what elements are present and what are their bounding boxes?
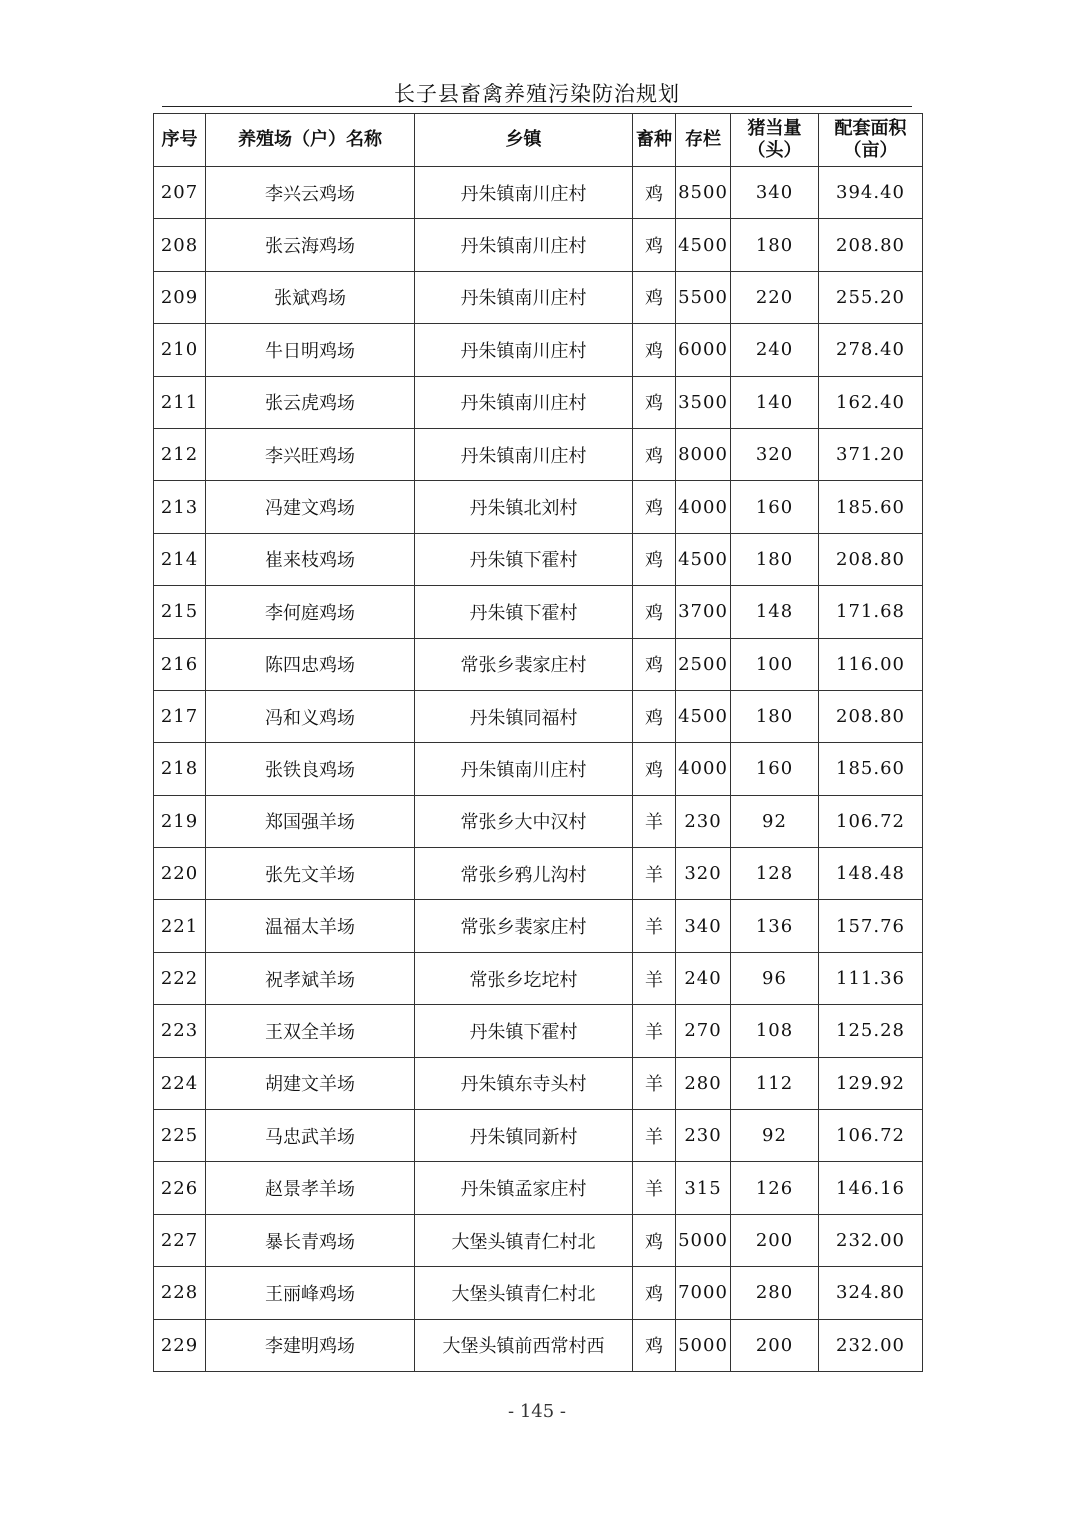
cell-index: 222 bbox=[154, 952, 206, 1004]
cell-land-area: 324.80 bbox=[819, 1267, 923, 1319]
column-header-farm-name: 养殖场（户）名称 bbox=[206, 114, 415, 167]
cell-stock: 340 bbox=[676, 900, 731, 952]
cell-town: 丹朱镇下霍村 bbox=[415, 1005, 633, 1057]
cell-index: 218 bbox=[154, 743, 206, 795]
column-header-town: 乡镇 bbox=[415, 114, 633, 167]
cell-stock: 5500 bbox=[676, 271, 731, 323]
cell-pig-equivalent: 160 bbox=[731, 481, 819, 533]
cell-stock: 230 bbox=[676, 1110, 731, 1162]
cell-stock: 4500 bbox=[676, 690, 731, 742]
cell-town: 丹朱镇同新村 bbox=[415, 1110, 633, 1162]
cell-stock: 3700 bbox=[676, 586, 731, 638]
cell-livestock-type: 羊 bbox=[633, 1110, 676, 1162]
cell-pig-equivalent: 160 bbox=[731, 743, 819, 795]
cell-pig-equivalent: 180 bbox=[731, 219, 819, 271]
livestock-farm-table bbox=[153, 113, 923, 1372]
cell-land-area: 394.40 bbox=[819, 167, 923, 219]
cell-town: 常张乡裴家庄村 bbox=[415, 900, 633, 952]
table-row bbox=[154, 271, 923, 323]
cell-farm-name: 郑国强羊场 bbox=[206, 795, 415, 847]
cell-stock: 230 bbox=[676, 795, 731, 847]
cell-pig-equivalent: 180 bbox=[731, 533, 819, 585]
cell-town: 丹朱镇北刘村 bbox=[415, 481, 633, 533]
cell-town: 常张乡裴家庄村 bbox=[415, 638, 633, 690]
cell-livestock-type: 羊 bbox=[633, 1162, 676, 1214]
cell-pig-equivalent: 112 bbox=[731, 1057, 819, 1109]
cell-town: 丹朱镇下霍村 bbox=[415, 586, 633, 638]
cell-pig-equivalent: 200 bbox=[731, 1319, 819, 1371]
cell-farm-name: 陈四忠鸡场 bbox=[206, 638, 415, 690]
table-row bbox=[154, 1057, 923, 1109]
cell-livestock-type: 鸡 bbox=[633, 167, 676, 219]
table-row bbox=[154, 586, 923, 638]
cell-land-area: 255.20 bbox=[819, 271, 923, 323]
cell-town: 丹朱镇下霍村 bbox=[415, 533, 633, 585]
cell-farm-name: 李建明鸡场 bbox=[206, 1319, 415, 1371]
cell-land-area: 171.68 bbox=[819, 586, 923, 638]
cell-pig-equivalent: 148 bbox=[731, 586, 819, 638]
table-body bbox=[154, 167, 923, 1372]
table-row bbox=[154, 638, 923, 690]
cell-land-area: 146.16 bbox=[819, 1162, 923, 1214]
cell-index: 210 bbox=[154, 324, 206, 376]
cell-town: 丹朱镇南川庄村 bbox=[415, 376, 633, 428]
cell-pig-equivalent: 92 bbox=[731, 1110, 819, 1162]
cell-pig-equivalent: 92 bbox=[731, 795, 819, 847]
cell-index: 220 bbox=[154, 848, 206, 900]
cell-town: 常张乡鸦儿沟村 bbox=[415, 848, 633, 900]
cell-index: 224 bbox=[154, 1057, 206, 1109]
cell-index: 217 bbox=[154, 690, 206, 742]
table-row bbox=[154, 1214, 923, 1266]
column-header-stock: 存栏 bbox=[676, 114, 731, 167]
cell-farm-name: 李兴云鸡场 bbox=[206, 167, 415, 219]
cell-livestock-type: 鸡 bbox=[633, 743, 676, 795]
table-header-row bbox=[154, 114, 923, 167]
table-row bbox=[154, 1162, 923, 1214]
table-row bbox=[154, 848, 923, 900]
cell-index: 229 bbox=[154, 1319, 206, 1371]
cell-stock: 280 bbox=[676, 1057, 731, 1109]
cell-land-area: 116.00 bbox=[819, 638, 923, 690]
cell-index: 223 bbox=[154, 1005, 206, 1057]
cell-livestock-type: 羊 bbox=[633, 900, 676, 952]
cell-land-area: 162.40 bbox=[819, 376, 923, 428]
cell-stock: 4000 bbox=[676, 481, 731, 533]
cell-farm-name: 张云海鸡场 bbox=[206, 219, 415, 271]
cell-index: 208 bbox=[154, 219, 206, 271]
cell-stock: 8000 bbox=[676, 428, 731, 480]
cell-farm-name: 张先文羊场 bbox=[206, 848, 415, 900]
cell-livestock-type: 鸡 bbox=[633, 690, 676, 742]
cell-pig-equivalent: 96 bbox=[731, 952, 819, 1004]
cell-town: 大堡头镇青仁村北 bbox=[415, 1214, 633, 1266]
cell-pig-equivalent: 200 bbox=[731, 1214, 819, 1266]
table-row bbox=[154, 1005, 923, 1057]
cell-farm-name: 李何庭鸡场 bbox=[206, 586, 415, 638]
cell-land-area: 208.80 bbox=[819, 533, 923, 585]
cell-town: 大堡头镇青仁村北 bbox=[415, 1267, 633, 1319]
cell-stock: 5000 bbox=[676, 1214, 731, 1266]
cell-livestock-type: 鸡 bbox=[633, 638, 676, 690]
cell-stock: 8500 bbox=[676, 167, 731, 219]
cell-stock: 5000 bbox=[676, 1319, 731, 1371]
cell-pig-equivalent: 108 bbox=[731, 1005, 819, 1057]
cell-farm-name: 祝孝斌羊场 bbox=[206, 952, 415, 1004]
cell-farm-name: 胡建文羊场 bbox=[206, 1057, 415, 1109]
cell-town: 常张乡大中汉村 bbox=[415, 795, 633, 847]
document-title: 长子县畜禽养殖污染防治规划 bbox=[394, 82, 680, 106]
cell-index: 226 bbox=[154, 1162, 206, 1214]
cell-index: 225 bbox=[154, 1110, 206, 1162]
cell-land-area: 208.80 bbox=[819, 690, 923, 742]
cell-land-area: 106.72 bbox=[819, 795, 923, 847]
cell-land-area: 125.28 bbox=[819, 1005, 923, 1057]
column-header-index: 序号 bbox=[154, 114, 206, 167]
table-row bbox=[154, 1319, 923, 1371]
cell-livestock-type: 羊 bbox=[633, 1057, 676, 1109]
cell-land-area: 232.00 bbox=[819, 1214, 923, 1266]
cell-pig-equivalent: 280 bbox=[731, 1267, 819, 1319]
cell-livestock-type: 鸡 bbox=[633, 481, 676, 533]
cell-land-area: 278.40 bbox=[819, 324, 923, 376]
cell-town: 丹朱镇南川庄村 bbox=[415, 428, 633, 480]
cell-town: 丹朱镇东寺头村 bbox=[415, 1057, 633, 1109]
cell-land-area: 157.76 bbox=[819, 900, 923, 952]
cell-town: 丹朱镇南川庄村 bbox=[415, 219, 633, 271]
cell-pig-equivalent: 100 bbox=[731, 638, 819, 690]
cell-land-area: 185.60 bbox=[819, 743, 923, 795]
cell-town: 大堡头镇前西常村西 bbox=[415, 1319, 633, 1371]
table-row bbox=[154, 952, 923, 1004]
table-row bbox=[154, 690, 923, 742]
cell-livestock-type: 羊 bbox=[633, 952, 676, 1004]
cell-index: 216 bbox=[154, 638, 206, 690]
table-row bbox=[154, 1110, 923, 1162]
cell-index: 211 bbox=[154, 376, 206, 428]
table-row bbox=[154, 481, 923, 533]
cell-pig-equivalent: 136 bbox=[731, 900, 819, 952]
cell-farm-name: 张铁良鸡场 bbox=[206, 743, 415, 795]
cell-stock: 3500 bbox=[676, 376, 731, 428]
cell-land-area: 208.80 bbox=[819, 219, 923, 271]
cell-town: 常张乡圪坨村 bbox=[415, 952, 633, 1004]
table-row bbox=[154, 324, 923, 376]
cell-pig-equivalent: 340 bbox=[731, 167, 819, 219]
cell-stock: 4500 bbox=[676, 533, 731, 585]
cell-farm-name: 崔来枝鸡场 bbox=[206, 533, 415, 585]
cell-livestock-type: 鸡 bbox=[633, 1214, 676, 1266]
cell-farm-name: 张云虎鸡场 bbox=[206, 376, 415, 428]
cell-town: 丹朱镇南川庄村 bbox=[415, 167, 633, 219]
cell-land-area: 371.20 bbox=[819, 428, 923, 480]
cell-index: 219 bbox=[154, 795, 206, 847]
cell-livestock-type: 鸡 bbox=[633, 1319, 676, 1371]
cell-stock: 4000 bbox=[676, 743, 731, 795]
cell-land-area: 111.36 bbox=[819, 952, 923, 1004]
cell-stock: 2500 bbox=[676, 638, 731, 690]
table-row bbox=[154, 167, 923, 219]
cell-pig-equivalent: 128 bbox=[731, 848, 819, 900]
cell-stock: 320 bbox=[676, 848, 731, 900]
cell-town: 丹朱镇南川庄村 bbox=[415, 743, 633, 795]
column-header-pig-equivalent: 猪当量 （头） bbox=[731, 114, 819, 167]
table-row bbox=[154, 1267, 923, 1319]
cell-livestock-type: 鸡 bbox=[633, 428, 676, 480]
cell-farm-name: 王双全羊场 bbox=[206, 1005, 415, 1057]
cell-index: 221 bbox=[154, 900, 206, 952]
cell-land-area: 106.72 bbox=[819, 1110, 923, 1162]
cell-pig-equivalent: 126 bbox=[731, 1162, 819, 1214]
cell-livestock-type: 羊 bbox=[633, 848, 676, 900]
table-row bbox=[154, 795, 923, 847]
cell-stock: 315 bbox=[676, 1162, 731, 1214]
table-row bbox=[154, 533, 923, 585]
table-row bbox=[154, 376, 923, 428]
cell-farm-name: 马忠武羊场 bbox=[206, 1110, 415, 1162]
cell-land-area: 185.60 bbox=[819, 481, 923, 533]
table-row bbox=[154, 428, 923, 480]
cell-farm-name: 李兴旺鸡场 bbox=[206, 428, 415, 480]
title-underline bbox=[162, 106, 912, 107]
column-header-livestock-type: 畜种 bbox=[633, 114, 676, 167]
cell-land-area: 129.92 bbox=[819, 1057, 923, 1109]
cell-farm-name: 赵景孝羊场 bbox=[206, 1162, 415, 1214]
cell-farm-name: 王丽峰鸡场 bbox=[206, 1267, 415, 1319]
cell-farm-name: 张斌鸡场 bbox=[206, 271, 415, 323]
cell-index: 213 bbox=[154, 481, 206, 533]
table-row bbox=[154, 743, 923, 795]
cell-pig-equivalent: 320 bbox=[731, 428, 819, 480]
cell-livestock-type: 鸡 bbox=[633, 219, 676, 271]
cell-livestock-type: 鸡 bbox=[633, 324, 676, 376]
cell-stock: 4500 bbox=[676, 219, 731, 271]
cell-land-area: 232.00 bbox=[819, 1319, 923, 1371]
cell-pig-equivalent: 220 bbox=[731, 271, 819, 323]
table-row bbox=[154, 900, 923, 952]
cell-farm-name: 冯建文鸡场 bbox=[206, 481, 415, 533]
cell-index: 212 bbox=[154, 428, 206, 480]
cell-index: 207 bbox=[154, 167, 206, 219]
page-number: - 145 - bbox=[508, 1401, 566, 1422]
cell-livestock-type: 羊 bbox=[633, 1005, 676, 1057]
cell-pig-equivalent: 240 bbox=[731, 324, 819, 376]
cell-farm-name: 冯和义鸡场 bbox=[206, 690, 415, 742]
cell-pig-equivalent: 180 bbox=[731, 690, 819, 742]
cell-town: 丹朱镇同福村 bbox=[415, 690, 633, 742]
table-row bbox=[154, 219, 923, 271]
cell-livestock-type: 羊 bbox=[633, 795, 676, 847]
cell-livestock-type: 鸡 bbox=[633, 1267, 676, 1319]
cell-index: 214 bbox=[154, 533, 206, 585]
cell-index: 227 bbox=[154, 1214, 206, 1266]
cell-pig-equivalent: 140 bbox=[731, 376, 819, 428]
cell-index: 228 bbox=[154, 1267, 206, 1319]
cell-livestock-type: 鸡 bbox=[633, 533, 676, 585]
cell-farm-name: 暴长青鸡场 bbox=[206, 1214, 415, 1266]
cell-land-area: 148.48 bbox=[819, 848, 923, 900]
cell-stock: 270 bbox=[676, 1005, 731, 1057]
cell-farm-name: 温福太羊场 bbox=[206, 900, 415, 952]
cell-index: 215 bbox=[154, 586, 206, 638]
column-header-land-area: 配套面积 （亩） bbox=[819, 114, 923, 167]
cell-town: 丹朱镇孟家庄村 bbox=[415, 1162, 633, 1214]
cell-stock: 240 bbox=[676, 952, 731, 1004]
cell-farm-name: 牛日明鸡场 bbox=[206, 324, 415, 376]
cell-stock: 7000 bbox=[676, 1267, 731, 1319]
cell-livestock-type: 鸡 bbox=[633, 586, 676, 638]
cell-livestock-type: 鸡 bbox=[633, 376, 676, 428]
cell-livestock-type: 鸡 bbox=[633, 271, 676, 323]
cell-stock: 6000 bbox=[676, 324, 731, 376]
cell-town: 丹朱镇南川庄村 bbox=[415, 324, 633, 376]
cell-town: 丹朱镇南川庄村 bbox=[415, 271, 633, 323]
cell-index: 209 bbox=[154, 271, 206, 323]
